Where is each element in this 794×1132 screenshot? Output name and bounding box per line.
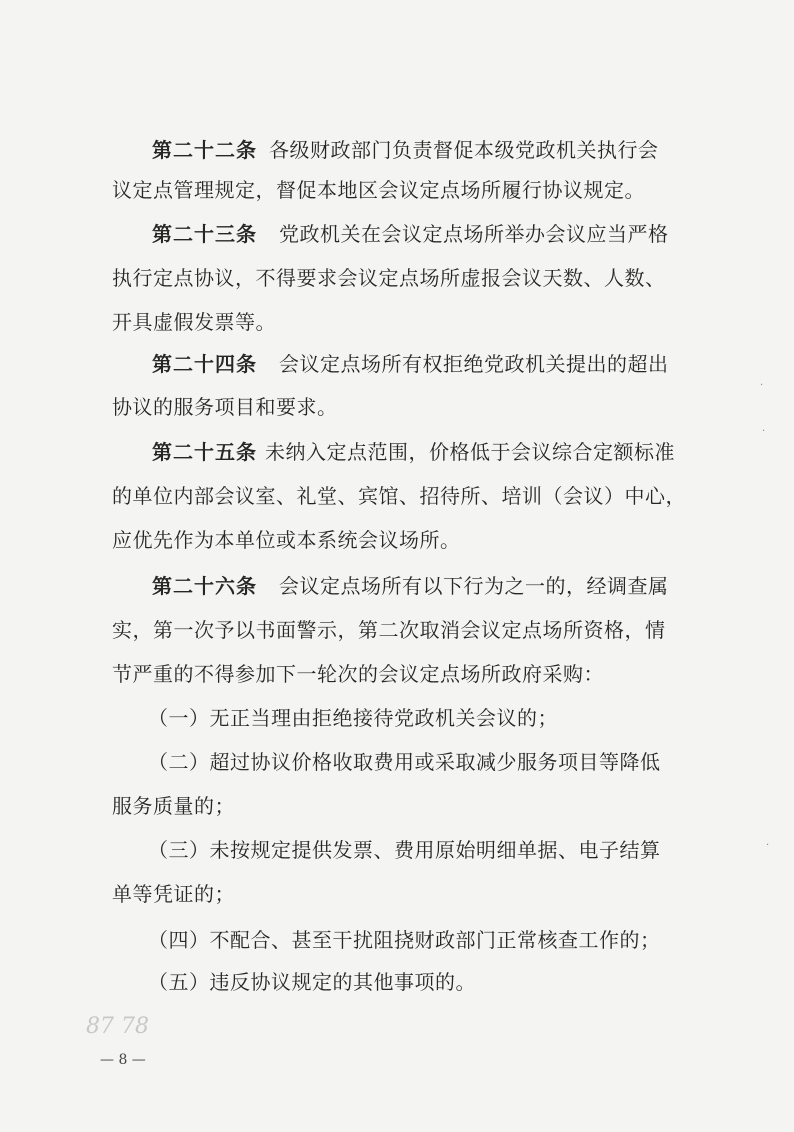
article-24-line-1: 第二十四条 会议定点场所有权拒绝党政机关提出的超出	[152, 352, 669, 376]
article-26-heading: 第二十六条	[152, 574, 257, 598]
article-22-heading: 第二十二条	[152, 138, 257, 162]
scan-artifact: ·	[760, 380, 764, 391]
item-2-line-1: （二）超过协议价格收取费用或采取减少服务项目等降低	[148, 750, 661, 774]
item-2-line-2: 服务质量的；	[112, 794, 235, 818]
item-4-line-1: （四）不配合、甚至干扰阻挠财政部门正常核查工作的；	[148, 928, 661, 952]
article-24-heading: 第二十四条	[152, 352, 257, 376]
article-25-line-2: 的单位内部会议室、礼堂、宾馆、招待所、培训（会议）中心，	[112, 484, 686, 508]
article-24-line-2: 协议的服务项目和要求。	[112, 395, 338, 419]
article-22-line-2: 议定点管理规定，督促本地区会议定点场所履行协议规定。	[112, 178, 645, 202]
scan-artifact: ·	[762, 426, 766, 437]
item-3-line-2: 单等凭证的；	[112, 882, 235, 906]
article-23-line-2: 执行定点协议，不得要求会议定点场所虚报会议天数、人数、	[112, 266, 666, 290]
handwritten-note: 87 78	[86, 1014, 149, 1039]
article-26-line-1: 第二十六条 会议定点场所有以下行为之一的，经调查属	[152, 574, 669, 598]
article-25-line-1: 第二十五条 未纳入定点范围，价格低于会议综合定额标准	[152, 440, 675, 464]
item-1-line-1: （一）无正当理由拒绝接待党政机关会议的；	[148, 706, 558, 730]
page-number: — 8 —	[100, 1052, 146, 1068]
article-26-line-3: 节严重的不得参加下一轮次的会议定点场所政府采购：	[112, 662, 604, 686]
article-25-line-3: 应优先作为本单位或本系统会议场所。	[112, 528, 461, 552]
article-23-heading: 第二十三条	[152, 222, 257, 246]
article-23-line-1: 第二十三条 党政机关在会议定点场所举办会议应当严格	[152, 222, 669, 246]
article-25-heading: 第二十五条	[152, 440, 257, 464]
item-3-line-1: （三）未按规定提供发票、费用原始明细单据、电子结算	[148, 838, 661, 862]
article-23-line-3: 开具虚假发票等。	[112, 310, 276, 334]
article-26-line-2: 实，第一次予以书面警示，第二次取消会议定点场所资格，情	[112, 618, 666, 642]
item-5-line-1: （五）违反协议规定的其他事项的。	[148, 970, 476, 994]
scan-artifact: ·	[766, 840, 770, 851]
article-22-line-1: 第二十二条 各级财政部门负责督促本级党政机关执行会	[152, 138, 659, 162]
